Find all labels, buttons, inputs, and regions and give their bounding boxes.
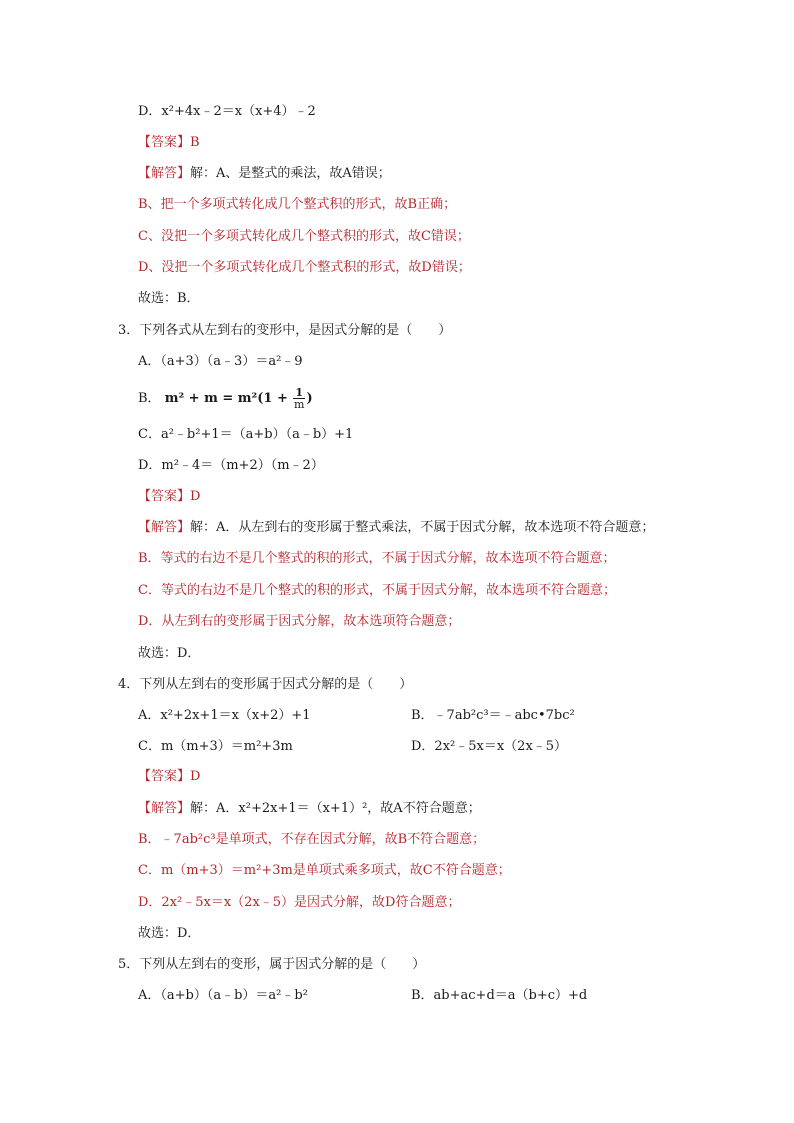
option-b-close: ) — [306, 391, 313, 406]
option-prefix: B． — [138, 391, 161, 406]
q2-answer — [138, 134, 200, 152]
q3-option-b — [138, 387, 313, 410]
q4-analysis-2: B．﹣7ab²c³是单项式，不存在因式分解，故B不符合题意； — [138, 832, 486, 847]
q3-option-d: D．m²﹣4＝（m+2）（m﹣2） — [138, 458, 324, 473]
answer-label: 【答案】 — [138, 489, 191, 504]
analysis-label: 【解答】 — [138, 520, 191, 535]
q4-analysis-4: D．2x²﹣5x＝x（2x﹣5）是因式分解，故D符合题意； — [138, 895, 461, 910]
q3-analysis-2: B．等式的右边不是几个整式的积的形式，不属于因式分解，故本选项不符合题意； — [138, 551, 616, 566]
q2-choose: 故选：B． — [138, 291, 200, 306]
q3-analysis-1 — [138, 519, 654, 537]
fraction-numerator: 1 — [293, 387, 305, 399]
q4-choose: 故选：D． — [138, 926, 201, 941]
q2-analysis-4: D、没把一个多项式转化成几个整式积的形式，故D错误； — [138, 260, 471, 275]
q3-choose: 故选：D． — [138, 646, 201, 661]
q4-analysis-3: C．m（m+3）＝m²+3m是单项式乘多项式，故C不符合题意； — [138, 863, 511, 878]
analysis-text: 解：A．x²+2x+1＝（x+1）²，故A不符合题意； — [190, 801, 481, 816]
q2-analysis-2: B、把一个多项式转化成几个整式积的形式，故B正确； — [138, 197, 457, 212]
answer-value: D — [190, 769, 201, 784]
answer-value: D — [190, 489, 201, 504]
q5-option-a: A．（a+b）（a﹣b）＝a²﹣b² — [138, 988, 308, 1003]
answer-label: 【答案】 — [138, 769, 191, 784]
q4-answer — [138, 768, 200, 786]
q3-analysis-3: C．等式的右边不是几个整式的积的形式，不属于因式分解，故本选项不符合题意； — [138, 583, 616, 598]
answer-label: 【答案】 — [138, 135, 191, 150]
fraction — [293, 387, 305, 410]
q5-stem: 5．下列从左到右的变形，属于因式分解的是（ ） — [118, 957, 426, 972]
q3-option-a: A．（a+3）（a﹣3）＝a²﹣9 — [138, 354, 303, 369]
answer-value: B — [190, 135, 200, 150]
q3-stem: 3．下列各式从左到右的变形中，是因式分解的是（ ） — [118, 323, 452, 338]
q4-analysis-1 — [138, 800, 481, 818]
q2-analysis-3: C、没把一个多项式转化成几个整式积的形式，故C错误； — [138, 229, 470, 244]
q4-stem: 4．下列从左到右的变形属于因式分解的是（ ） — [118, 677, 413, 692]
analysis-text: 解：A、是整式的乘法，故A错误； — [190, 166, 391, 181]
fraction-denominator: m — [294, 398, 305, 411]
analysis-label: 【解答】 — [138, 166, 191, 181]
q4-option-a: A．x²+2x+1＝x（x+2）+1 — [138, 708, 311, 723]
q3-option-c: C．a²﹣b²+1＝（a+b）（a﹣b）+1 — [138, 427, 354, 442]
q2-analysis-1 — [138, 165, 391, 183]
option-b-math: m² + m = m²(1 + — [164, 391, 288, 406]
q3-analysis-4: D．从左到右的变形属于因式分解，故本选项符合题意； — [138, 614, 461, 629]
q4-option-c: C．m（m+3）＝m²+3m — [138, 739, 293, 754]
analysis-text: 解：A．从左到右的变形属于整式乘法，不属于因式分解，故本选项不符合题意； — [190, 520, 655, 535]
analysis-label: 【解答】 — [138, 801, 191, 816]
q5-option-b: B．ab+ac+d＝a（b+c）+d — [411, 988, 588, 1003]
q2-option-d: D．x²+4x﹣2＝x（x+4）﹣2 — [138, 104, 316, 119]
q4-option-d: D．2x²﹣5x＝x（2x﹣5） — [411, 739, 568, 754]
q3-answer — [138, 488, 200, 506]
q4-option-b: B．﹣7ab²c³＝﹣abc•7bc² — [411, 708, 575, 723]
